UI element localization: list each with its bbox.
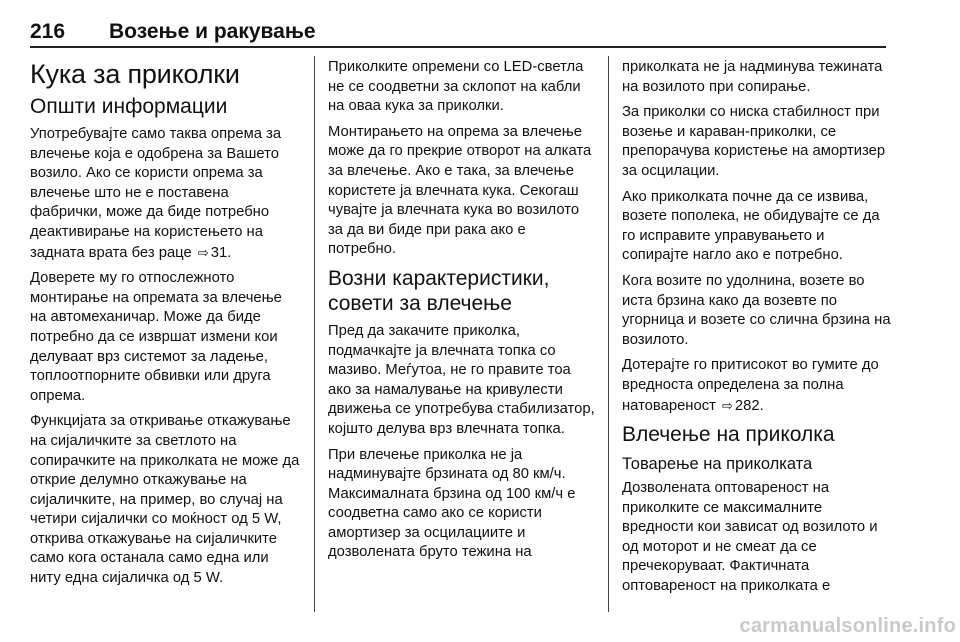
paragraph: приколката не ја надминува тежината на возилото при сопирање. [622, 59, 883, 95]
column-divider [314, 56, 315, 612]
paragraph-text: Употребувајте само таква опрема за влечење која е одобрена за Вашето возило. Ако се користи опрема за влечење што не е поставена фабрички, може да биде потребно деактивирање на користењето на задната врата без раце [30, 126, 282, 261]
column-divider [608, 56, 609, 612]
arrow-right-icon: ⇨ [722, 397, 733, 413]
paragraph [30, 125, 302, 263]
column-2 [328, 58, 596, 610]
paragraph: Приколките опремени со LED-светла не се соодветни за склопот на кабли на оваа кука за приколки. [328, 59, 584, 115]
column-1 [30, 58, 302, 610]
page-number: 216 [30, 20, 66, 43]
paragraph: При влечење приколка не ја надминувајте брзината од 80 км/ч. Максималната брзина од 100 км/ч е соодветна само ако се користи амортизер за осцилациите и дозволената бруто тежина на [328, 446, 576, 561]
paragraph: Доверете му го отпослежното монтирање на опремата за влечење на автомеханичар. Може да биде потребно да се извршат измени кои делуваат врз системот за ладење, топлоотпорните обвивки или друга опрема. [30, 270, 282, 404]
section-heading-trailer-towing: Влечење на приколка [622, 423, 835, 447]
watermark: carmanualsonline.info [739, 615, 956, 637]
chapter-title: Возење и ракување [109, 20, 316, 43]
arrow-right-icon: ⇨ [197, 244, 209, 260]
paragraph: Монтирањето на опрема за влечење може да го прекрие отворот на алката за влечење. Ако е така, за влечење користете ја влечната кука. Секогаш чувајте ја влечната кука во возилото за да ви биде при рака ако е потребно. [328, 123, 592, 258]
paragraph [622, 356, 892, 416]
sub-heading-trailer-loading: Товарење на приколката [622, 455, 813, 474]
section-heading-general-info: Општи информации [30, 95, 228, 118]
paragraph: Ако приколката почне да се извива, возете пополека, не обидувајте се да го исправите управувањето и сопирајте нагло ако е потребно. [622, 188, 880, 264]
page-reference-link[interactable]: 282. [734, 397, 764, 414]
page-reference-link[interactable]: 31. [210, 244, 232, 261]
paragraph: Кога возите по удолнина, возете во иста брзина како да возевте по угорница и возете со слична брзина на возилото. [622, 272, 891, 348]
main-heading: Кука за приколки [30, 59, 240, 89]
paragraph: Функцијата за откривање откажување на сијаличките за светлото на сопирачките на приколката не може да открие делумно откажување на сијаличките, на пример, во случај на четири сијалички со моќност од 5 W, открива откажување на сијаличките само кога останала само една или ниту една сијаличка од 5 W. [30, 413, 300, 587]
header-divider [30, 46, 886, 48]
paragraph: За приколки со ниска стабилност при возење и караван-приколки, се препорачува користење на амортизер за осцилации. [622, 104, 886, 179]
paragraph-text: Дотерајте го притисокот во гумите до вредноста определена за полна натовареност [622, 357, 879, 414]
section-heading-driving-characteristics: Возни карактеристики, совети за влечење [328, 266, 550, 315]
column-3 [622, 58, 892, 610]
paragraph: Пред да закачите приколка, подмачкајте ја влечната топка со мазиво. Меѓутоа, не го правите тоа ако за намалување на кривулести движења се употребува стабилизатор, којшто делува врз влечната топка. [328, 322, 595, 437]
paragraph: Дозволената оптовареност на приколките се максималните вредности кои зависат од возилото и од моторот и не смеат да се пречекоруваат. Фактичната оптовареност на приколката е [622, 480, 878, 595]
